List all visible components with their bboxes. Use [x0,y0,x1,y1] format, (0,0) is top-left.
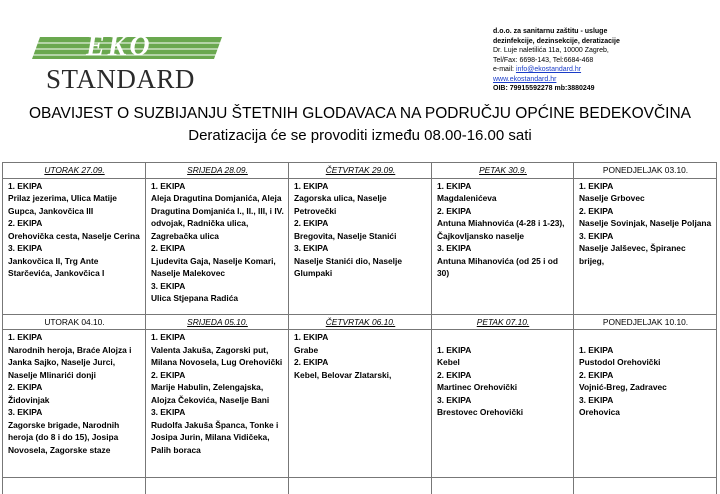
cell-line: 2. EKIPA [437,369,569,382]
schedule-cell [146,178,289,314]
day-header: SRIJEDA 28.09. [146,163,289,179]
cell-line: Ljudevita Gaja, Naselje Komari, Naselje Malekovec [151,255,284,280]
cell-line: Naselje Sovinjak, Naselje Poljana [579,217,712,230]
cell-line: 3. EKIPA [8,406,141,419]
cell-line: 3. EKIPA [437,242,569,255]
cell-line: 2. EKIPA [8,381,141,394]
cell-line: 1. EKIPA [579,180,712,193]
cell-line: 3. EKIPA [8,242,141,255]
cell-line: Bregovita, Naselje Stanići [294,230,427,243]
cell-line: 1. EKIPA [151,331,284,344]
empty-cell [3,478,146,494]
cell-line: Antuna Mihanovića (od 25 i od 30) [437,255,569,280]
cell-line: 3. EKIPA [294,242,427,255]
cell-line: Grabe [294,344,427,357]
cell-line: 2. EKIPA [579,205,712,218]
day-header: PONEDJELJAK 10.10. [574,314,717,330]
cell-line: Naselje Stanići dio, Naselje Glumpaki [294,255,427,280]
cell-line: Vojnić-Breg, Zadravec [579,381,712,394]
week3-partial-row [3,478,717,494]
logo-top-text: EKO [86,31,153,63]
cell-line: 3. EKIPA [437,394,569,407]
cell-line: 2. EKIPA [437,205,569,218]
cell-line [437,331,569,344]
logo-standard-text: STANDARD [46,64,195,95]
cell-line: Naselje Grbovec [579,192,712,205]
cell-line: Marije Habulin, Zelengajska, Alojza Čekovića, Naselje Bani [151,381,284,406]
week2-header-row [3,314,717,330]
week1-header-row [3,163,717,179]
cell-line: Antuna Miahnovića (4-28 i 1-23), Čajkovljansko naselje [437,217,569,242]
cell-line: 1. EKIPA [8,180,141,193]
cell-line: 1. EKIPA [294,180,427,193]
company-line2: dezinfekcije, dezinsekcije, deratizacije [493,37,713,47]
page-subtitle: Deratizacija će se provoditi između 08.00-16.00 sati [0,127,720,144]
cell-line: Valenta Jakuša, Zagorski put, Milana Novosela, Lug Orehovički [151,344,284,369]
cell-line: Aleja Dragutina Domjanića, Aleja Dragutina Domjanića I., II., III, i IV. odvojak, Radnička ulica, Zagrebačka ulica [151,192,284,242]
cell-line: 3. EKIPA [579,230,712,243]
day-header: UTORAK 04.10. [3,314,146,330]
company-email-row [493,65,713,75]
schedule-cell [574,178,717,314]
cell-line: 3. EKIPA [151,406,284,419]
day-header: PONEDJELJAK 03.10. [574,163,717,179]
empty-cell [432,478,574,494]
day-header: ČETVRTAK 29.09. [289,163,432,179]
schedule-cell [289,330,432,478]
cell-line: 2. EKIPA [579,369,712,382]
company-info [493,27,713,94]
cell-line: Brestovec Orehovički [437,406,569,419]
cell-line: 2. EKIPA [294,217,427,230]
cell-line: Prilaz jezerima, Ulica Matije Gupca, Jankovčica III [8,192,141,217]
company-phone: Tel/Fax: 6698-143, Tel:6684-468 [493,56,713,66]
day-header: PETAK 30.9. [432,163,574,179]
cell-line: 2. EKIPA [151,369,284,382]
cell-line: Zagorska ulica, Naselje Petrovečki [294,192,427,217]
schedule-table [2,162,717,494]
cell-line: 3. EKIPA [151,280,284,293]
cell-line: 2. EKIPA [151,242,284,255]
cell-line: Magdalenićeva [437,192,569,205]
day-header: PETAK 07.10. [432,314,574,330]
schedule-cell [289,178,432,314]
day-header: ČETVRTAK 06.10. [289,314,432,330]
cell-line: 1. EKIPA [437,180,569,193]
cell-line: 1. EKIPA [437,344,569,357]
company-oib: OIB: 79915592278 mb:3880249 [493,84,713,94]
cell-line: Kebel [437,356,569,369]
cell-line: Martinec Orehovički [437,381,569,394]
cell-line: Židovinjak [8,394,141,407]
company-address: Dr. Luje naletilića 11a, 10000 Zagreb, [493,46,713,56]
schedule-cell [574,330,717,478]
cell-line: 3. EKIPA [579,394,712,407]
cell-line: Rudolfa Jakuša Španca, Tonke i Josipa Jurin, Milana Vidičeka, Palih boraca [151,419,284,457]
company-line1: d.o.o. za sanitarnu zaštitu - usluge [493,27,713,37]
cell-line: 2. EKIPA [8,217,141,230]
cell-line: 1. EKIPA [8,331,141,344]
website-link[interactable]: www.ekostandard.hr [493,76,556,83]
schedule-cell [432,330,574,478]
cell-line: 2. EKIPA [294,356,427,369]
company-logo [30,30,220,94]
cell-line: Jankovčica II, Trg Ante Starčevića, Jankovčica I [8,255,141,280]
email-label: e-mail: [493,66,516,73]
empty-cell [574,478,717,494]
schedule-cell [3,330,146,478]
cell-line: 1. EKIPA [294,331,427,344]
cell-line: 1. EKIPA [579,344,712,357]
day-header: SRIJEDA 05.10. [146,314,289,330]
cell-line: 1. EKIPA [151,180,284,193]
day-header: UTORAK 27.09. [3,163,146,179]
cell-line: Kebel, Belovar Zlatarski, [294,369,427,382]
cell-line: Pustodol Orehovički [579,356,712,369]
week1-body-row [3,178,717,314]
empty-cell [289,478,432,494]
schedule-cell [146,330,289,478]
cell-line: Zagorske brigade, Narodnih heroja (do 8 i do 15), Josipa Novosela, Zagorske staze [8,419,141,457]
cell-line [579,331,712,344]
cell-line: Naselje Jalševec, Špiranec brijeg, [579,242,712,267]
email-link[interactable]: info@ekostandard.hr [516,66,581,73]
page-title: OBAVIJEST O SUZBIJANJU ŠTETNIH GLODAVACA NA PODRUČJU OPĆINE BEDEKOVČINA [0,105,720,123]
cell-line: Orehovička cesta, Naselje Cerina [8,230,141,243]
empty-cell [146,478,289,494]
cell-line: Orehovica [579,406,712,419]
cell-line: Narodnih heroja, Braće Alojza i Janka Sajko, Naselje Jurci, Naselje Mlinarići donji [8,344,141,382]
cell-line: Ulica Stjepana Radića [151,292,284,305]
week2-body-row [3,330,717,478]
schedule-cell [432,178,574,314]
schedule-cell [3,178,146,314]
